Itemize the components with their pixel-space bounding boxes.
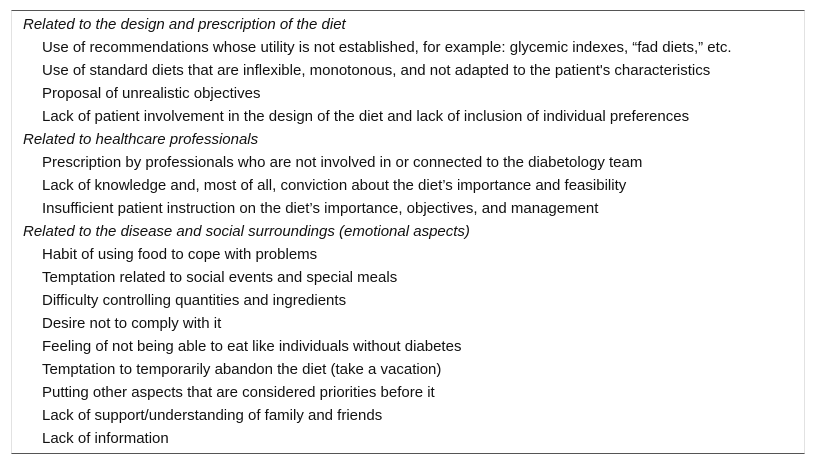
group-heading-professionals: Related to healthcare professionals xyxy=(23,131,259,148)
table-row: Desire not to comply with it xyxy=(42,315,222,332)
table-row: Prescription by professionals who are not involved in or connected to the diabetology team xyxy=(42,154,643,171)
table-row: Temptation related to social events and special meals xyxy=(42,269,398,286)
table-row: Proposal of unrealistic objectives xyxy=(42,85,261,102)
barriers-table xyxy=(11,10,805,454)
table-row: Lack of patient involvement in the design of the diet and lack of inclusion of individual preferences xyxy=(42,108,690,125)
group-heading-design: Related to the design and prescription of the diet xyxy=(23,16,346,33)
table-row: Difficulty controlling quantities and ingredients xyxy=(42,292,347,309)
table-row: Use of recommendations whose utility is not established, for example: glycemic indexes, “fad diets,” etc. xyxy=(42,39,732,56)
table-row: Insufficient patient instruction on the diet’s importance, objectives, and management xyxy=(42,200,599,217)
table-row: Lack of support/understanding of family and friends xyxy=(42,407,383,424)
table-row: Lack of knowledge and, most of all, conviction about the diet’s importance and feasibility xyxy=(42,177,627,194)
table-row: Feeling of not being able to eat like individuals without diabetes xyxy=(42,338,462,355)
table-row: Lack of information xyxy=(42,430,169,447)
table-row: Use of standard diets that are inflexible, monotonous, and not adapted to the patient's characteristics xyxy=(42,62,711,79)
table-body xyxy=(12,13,804,450)
table-row: Putting other aspects that are considered priorities before it xyxy=(42,384,435,401)
table-row: Temptation to temporarily abandon the diet (take a vacation) xyxy=(42,361,442,378)
table-row: Habit of using food to cope with problems xyxy=(42,246,318,263)
group-heading-disease-social: Related to the disease and social surroundings (emotional aspects) xyxy=(23,223,470,240)
